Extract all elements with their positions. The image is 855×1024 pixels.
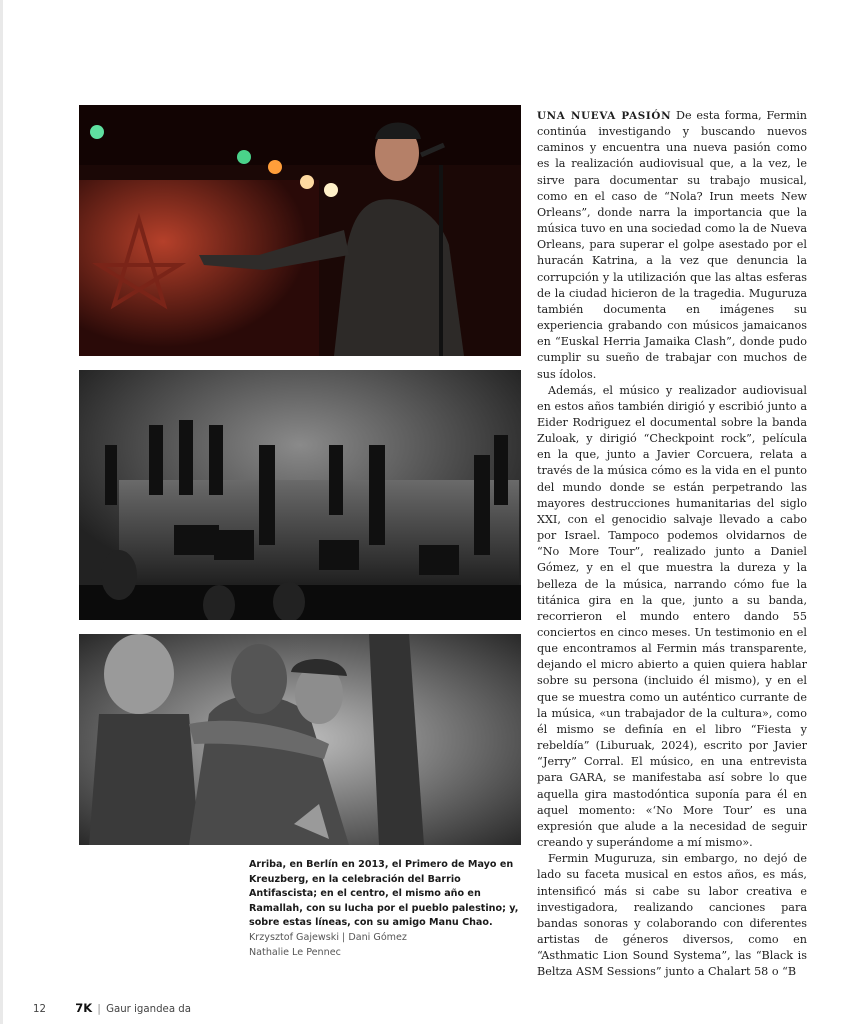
article-paragraph-2: Además, el músico y realizador audiovisual en estos años también dirigió y escribió junto a Eider Rodriguez el documental sobre la banda Zuloak, y dirigió “Checkpoint rock”, película en la que, junto a Javier Corcuera, relata a través de la música cómo es la vida en el punto del mundo donde se están perpetrando las mayores destrucciones humanitarias del siglo XXI, con el genocidio salvaje llevado a cabo por Israel. Tampoco podemos olvidarnos de “No More Tour”, realizado junto a Daniel Gómez, y en el que muestra la dureza y la belleza de la música, narrando cómo fue la titánica gira en la que, junto a su banda, recorrieron el mundo entero dando 55 conciertos en cinco meses. Un testimonio en el que encontramos al Fermin más transparente, dejando el micro abierto a quien quiera hablar sobre su persona (incluido él mismo), y en el que se muestra como un auténtico currante de la música, «un trabajador de la cultura», como él mismo se definía en el libro “Fiesta y rebeldía” (Liburuak, 2024), escrito por Javier “Jerry” Corral. El músico, en una entrevista para GARA, se manifestaba así sobre lo que aquella gira mastodóntica suponía para él en aquel momento: «‘No More Tour’ es una expresión que alude a la necesidad de seguir creando y superándome a mí mismo». [537, 383, 807, 850]
photo-caption [249, 858, 524, 931]
page-footer [33, 1001, 191, 1015]
photo-band-ramallah [79, 370, 521, 620]
article-paragraph-3: Fermin Muguruza, sin embargo, no dejó de lado su faceta musical en estos años, es más, intensificó más si cabe su labor creativa e investigadora, realizando canciones para bandas sonoras y colaborando con diferentes artistas de géneros diversos, como en “Asthmatic Lion Sound Systema”, las “Black is Beltza ASM Sessions” junto a Chalart 58 o “B [537, 852, 807, 979]
caption-text: Arriba, en Berlín en 2013, el Primero de Mayo en Kreuzberg, en la celebración del Barrio Antifascista; en el centro, el mismo año en Ramallah, con su lucha por el pueblo palestino; y, sobre estas líneas, con su amigo Manu Chao. [249, 859, 519, 929]
credits-line-1: Krzysztof Gajewski | Dani Gómez [249, 932, 407, 943]
section-heading: UNA NUEVA PASIÓN [537, 110, 672, 122]
footer-separator: | [97, 1004, 101, 1015]
magazine-logo: 7K [75, 1001, 93, 1015]
article-column [537, 108, 807, 980]
photo-credits [249, 931, 524, 960]
section-name: Gaur igandea da [106, 1004, 192, 1015]
page-edge [0, 0, 3, 1024]
article-paragraph-1 [537, 108, 807, 383]
credits-line-2: Nathalie Le Pennec [249, 946, 341, 958]
page-number: 12 [33, 1004, 46, 1015]
photo-embrace-manu-chao [79, 634, 521, 845]
photo-singer-berlin [79, 105, 521, 356]
paragraph-1-text: De esta forma, Fermin continúa investigando y buscando nuevos caminos y encuentra una nueva pasión como es la realización audiovisual que, a la vez, le sirve para documentar su trabajo musical, como en el caso de “Nola? Irun meets New Orleans”, donde narra la importancia que la música tuvo en una sociedad como la de Nueva Orleans, para superar el golpe asestado por el huracán Katrina, a la vez que denuncia la corrupción y la utilización que las altas esferas de la ciudad hicieron de la tragedia. Muguruza también documenta en imágenes su experiencia grabando con músicos jamaicanos en “Euskal Herria Jamaika Clash”, donde pudo cumplir su sueño de trabajar con muchos de sus ídolos. [537, 109, 807, 381]
